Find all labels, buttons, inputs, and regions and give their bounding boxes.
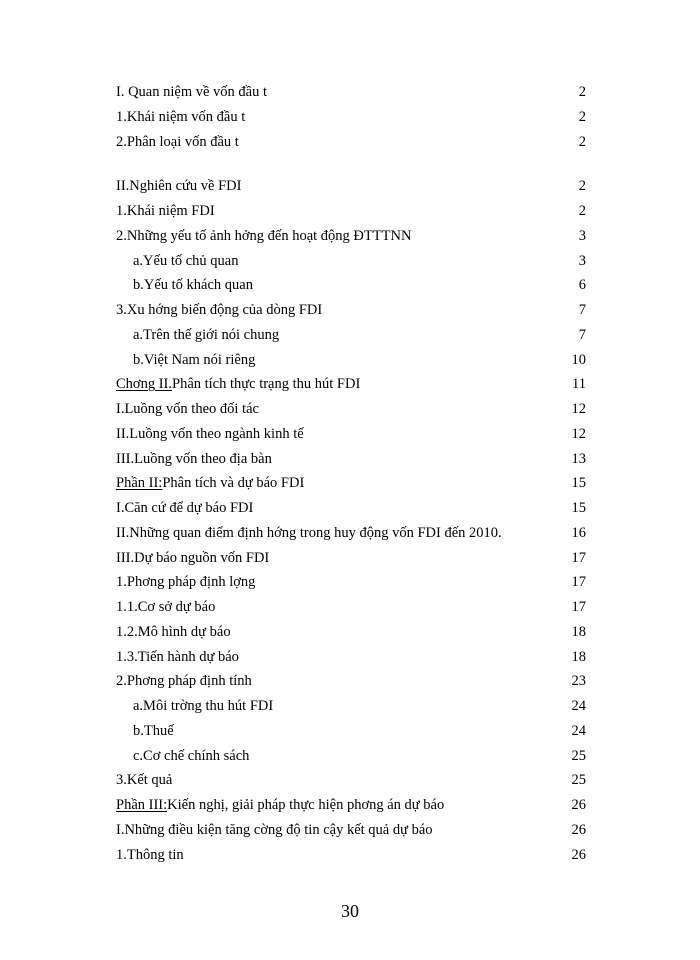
chapter-prefix: Chơng II. xyxy=(116,376,172,393)
toc-entry-page: 25 xyxy=(571,747,586,764)
toc-entry-page: 7 xyxy=(578,326,586,343)
toc-entry-title: 1.Khái niệm vốn đầu t xyxy=(116,108,246,125)
toc-entry-title: 1.Phơng pháp định lợng xyxy=(116,574,256,591)
toc-entry xyxy=(116,447,586,472)
toc-entry-title: b.Việt Nam nói riêng xyxy=(133,351,256,368)
toc-entry-title: I.Luồng vốn theo đối tác xyxy=(116,401,259,417)
toc-entry xyxy=(116,818,586,843)
toc-entry xyxy=(116,496,586,521)
toc-entry xyxy=(116,422,586,447)
part-prefix: Phần III: xyxy=(116,797,168,813)
toc-entry-page: 2 xyxy=(578,203,586,219)
toc-entry-chapter xyxy=(116,372,586,397)
toc-entry-title: II.Nghiên cứu về FDI xyxy=(116,178,242,195)
toc-entry xyxy=(116,768,586,793)
toc-entry-title: 3.Xu hớng biến động của dòng FDI xyxy=(116,302,323,318)
toc-entry-page: 2 xyxy=(578,133,586,150)
toc-entry-title: II.Luồng vốn theo ngành kinh tế xyxy=(116,425,304,442)
toc-entry xyxy=(116,694,586,719)
toc-entry-title: b.Thuế xyxy=(133,722,174,739)
toc-entry-page: 26 xyxy=(571,821,586,838)
toc-entry xyxy=(116,273,586,298)
toc-entry-page: 23 xyxy=(571,673,586,690)
toc-entry-title: a.Trên thế giới nói chung xyxy=(133,326,280,343)
toc-entry xyxy=(116,669,586,694)
part-title: Phân tích và dự báo FDI xyxy=(162,475,305,492)
toc-entry-page: 15 xyxy=(571,475,586,492)
part-prefix: Phần II: xyxy=(116,475,163,492)
toc-entry-page: 2 xyxy=(578,108,586,125)
toc-entry-title: 2.Những yếu tố ảnh hởng đến hoạt động ĐTTTNN xyxy=(116,227,412,244)
chapter-title: Phân tích thực trạng thu hút FDI xyxy=(172,376,361,393)
toc-entry-title: I. Quan niệm về vốn đầu t xyxy=(116,84,268,100)
toc-entry-page: 26 xyxy=(571,846,586,863)
toc-entry-title: III.Dự báo nguồn vốn FDI xyxy=(116,549,270,566)
toc-entry-title: a.Yếu tố chủ quan xyxy=(133,252,239,269)
toc-entry xyxy=(116,249,586,274)
toc-entry-page: 17 xyxy=(571,599,586,615)
toc-entry-page: 25 xyxy=(571,772,586,789)
toc-entry-page: 7 xyxy=(578,302,586,318)
toc-entry xyxy=(116,546,586,571)
toc-entry-title: 1.3.Tiến hành dự báo xyxy=(116,648,239,665)
toc-entry-page: 2 xyxy=(578,84,586,100)
toc-entry xyxy=(116,80,586,105)
toc-entry-title xyxy=(116,372,360,396)
toc-entry-title: I.Căn cứ để dự báo FDI xyxy=(116,500,254,516)
toc-entry-title: 1.2.Mô hình dự báo xyxy=(116,623,231,640)
toc-entry-page: 2 xyxy=(578,178,586,195)
toc-entry-title xyxy=(116,793,444,817)
toc-entry-page: 13 xyxy=(571,450,586,467)
toc-entry-title: 1.Thông tin xyxy=(116,846,184,863)
toc-entry-page: 16 xyxy=(571,524,586,541)
toc-entry-title xyxy=(116,471,304,495)
toc-entry xyxy=(116,130,586,155)
toc-entry-title: 1.Khái niệm FDI xyxy=(116,203,215,219)
toc-entry xyxy=(116,199,586,224)
toc-entry-page: 10 xyxy=(571,351,586,368)
part-title: Kiến nghị, giải pháp thực hiện phơng án dự báo xyxy=(167,797,445,813)
toc-entry-page: 15 xyxy=(571,500,586,516)
toc-entry-page: 12 xyxy=(571,401,586,417)
toc-entry-page: 18 xyxy=(571,623,586,640)
page-number: 30 xyxy=(341,901,359,921)
toc-entry xyxy=(116,105,586,130)
toc-entry-page: 26 xyxy=(571,797,586,813)
toc-entry-title: 3.Kết quả xyxy=(116,772,173,789)
toc-entry-title: 2.Phân loại vốn đầu t xyxy=(116,133,239,150)
toc-entry-page: 11 xyxy=(572,376,586,393)
table-of-contents xyxy=(116,80,586,867)
toc-entry-page: 17 xyxy=(571,549,586,566)
toc-entry xyxy=(116,298,586,323)
toc-entry-title: I.Những điều kiện tăng cờng độ tin cậy kết quả dự báo xyxy=(116,821,433,838)
toc-entry-page: 24 xyxy=(571,698,586,714)
toc-entry-page: 17 xyxy=(571,574,586,591)
toc-entry-page: 3 xyxy=(578,252,586,269)
toc-entry xyxy=(116,595,586,620)
toc-entry-page: 6 xyxy=(578,277,586,294)
toc-entry xyxy=(116,224,586,249)
toc-entry xyxy=(116,719,586,744)
toc-entry-title: c.Cơ chế chính sách xyxy=(133,747,250,764)
toc-entry xyxy=(116,397,586,422)
toc-entry xyxy=(116,620,586,645)
toc-entry xyxy=(116,645,586,670)
toc-entry xyxy=(116,843,586,868)
toc-entry xyxy=(116,744,586,769)
toc-entry xyxy=(116,174,586,199)
toc-entry-title: a.Môi trờng thu hút FDI xyxy=(133,698,274,714)
toc-entry xyxy=(116,570,586,595)
toc-entry-page: 3 xyxy=(578,227,586,244)
toc-entry-page: 18 xyxy=(571,648,586,665)
toc-entry-title: III.Luồng vốn theo địa bàn xyxy=(116,450,272,467)
toc-entry xyxy=(116,323,586,348)
toc-entry-title: b.Yếu tố khách quan xyxy=(133,277,253,294)
toc-entry-title: 1.1.Cơ sở dự báo xyxy=(116,599,216,615)
toc-entry-part xyxy=(116,471,586,496)
toc-entry xyxy=(116,521,586,546)
toc-entry-title: 2.Phơng pháp định tính xyxy=(116,673,252,690)
toc-entry-part xyxy=(116,793,586,818)
toc-entry-page: 24 xyxy=(571,722,586,739)
toc-entry-page: 12 xyxy=(571,425,586,442)
toc-entry xyxy=(116,348,586,373)
toc-entry-title: II.Những quan điểm định hớng trong huy động vốn FDI đến 2010. xyxy=(116,524,502,541)
